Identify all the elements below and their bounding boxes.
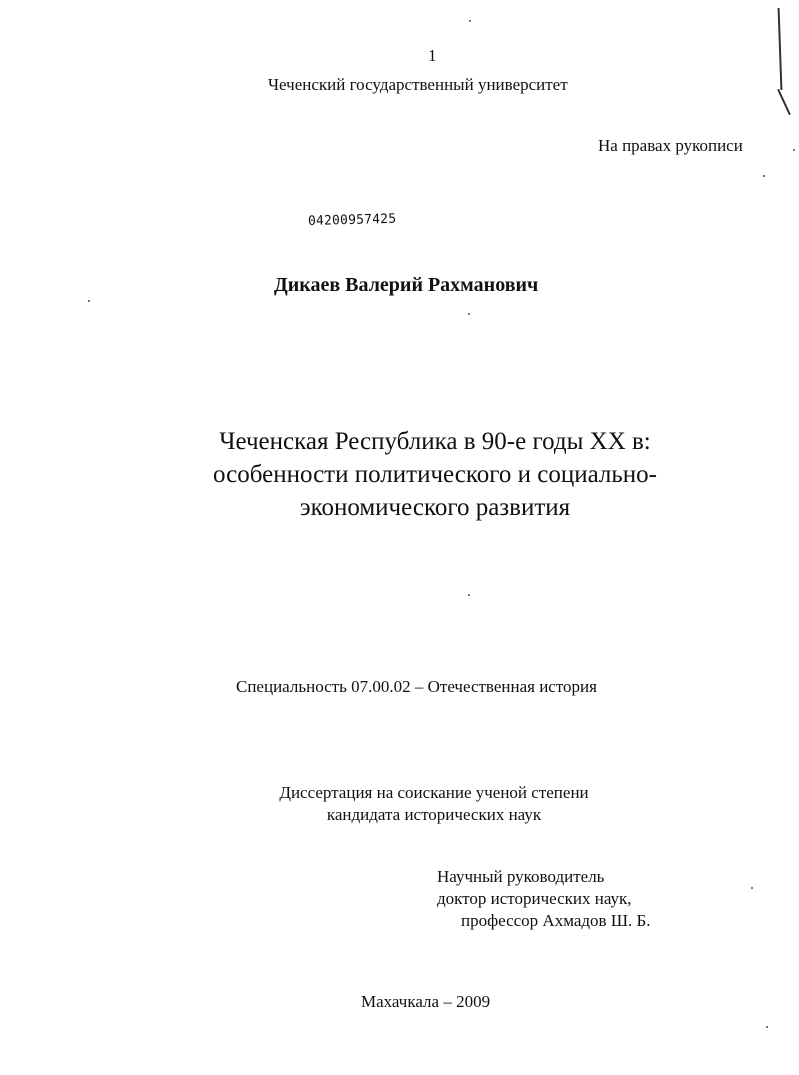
scan-speck [751,887,753,889]
page-number: 1 [428,46,437,65]
title-line: особенности политического и социально- [213,461,657,488]
supervisor-line: доктор исторических наук, [437,889,632,908]
scan-speck [88,300,90,302]
scan-speck [793,149,795,151]
degree-line: кандидата исторических наук [326,805,542,824]
specialty: Специальность 07.00.02 – Отечественная история [236,677,597,696]
scan-speck [763,175,765,177]
scan-speck [469,20,471,22]
degree-statement [220,782,648,826]
scan-edge-mark [778,8,783,90]
title-line: экономического развития [299,494,571,521]
scan-speck [766,1026,768,1028]
supervisor-block [437,866,650,932]
scan-speck [468,594,470,596]
supervisor-line: профессор Ахмадов Ш. Б. [461,911,651,930]
city-year: Махачкала – 2009 [361,992,491,1011]
author-name: Дикаев Валерий Рахманович [274,274,539,296]
dissertation-title [150,425,720,524]
inventory-number: 04200957425 [307,211,397,229]
title-line: Чеченская Республика в 90-е годы XX в: [219,428,651,455]
scan-edge-mark [777,89,791,115]
degree-line: Диссертация на соискание ученой степени [279,783,589,802]
supervisor-line: Научный руководитель [437,867,605,886]
university-name: Чеченский государственный университет [268,75,568,94]
scan-speck [468,313,470,315]
manuscript-note: На правах рукописи [598,136,743,155]
